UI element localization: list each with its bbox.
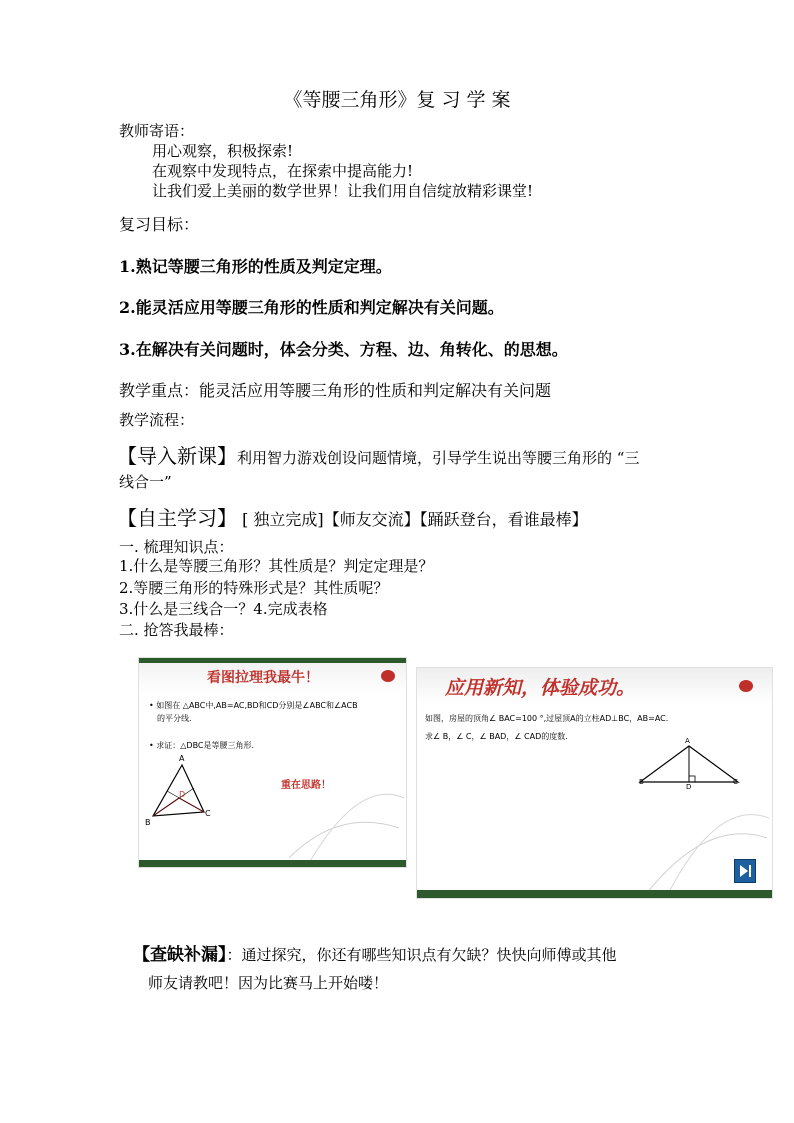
teacher-line-2: 在观察中发现特点，在探索中提高能力! [152, 162, 414, 180]
label-a: A [685, 737, 690, 745]
slide-2-line-1: 如图，房屋的顶角∠ BAC=100 °,过屋顶A的立柱AD⊥BC，AB=AC. [425, 714, 669, 723]
goal-1: 1.熟记等腰三角形的性质及判定定理。 [119, 257, 392, 276]
slide-2-title: 应用新知，体验成功。 [445, 677, 636, 699]
house-roof-figure [417, 668, 772, 898]
process-label: 教学流程： [119, 411, 195, 429]
document-title: 《等腰三角形》复 习 学 案 [283, 89, 511, 111]
teacher-label: 教师寄语： [119, 122, 195, 140]
slide-1-line-3: • 求证：△DBC是等腰三角形. [149, 741, 255, 750]
fill-gaps-text-2: 师友请教吧！因为比赛马上开始喽！ [148, 974, 389, 992]
self-study-line [117, 502, 588, 531]
label-c: C [205, 809, 211, 818]
label-c: C [733, 778, 738, 786]
fill-gaps-line [133, 940, 617, 965]
intro-line [117, 440, 639, 469]
goals-label: 复习目标： [119, 215, 200, 234]
intro-tag: 【导入新课】 [117, 444, 237, 468]
goal-2: 2.能灵活应用等腰三角形的性质和判定解决有关问题。 [119, 298, 504, 317]
outline-heading: 一. 梳理知识点： [119, 538, 234, 556]
slide-1 [138, 657, 407, 868]
label-b: B [639, 778, 644, 786]
slide-1-bottom-bar [139, 860, 406, 867]
slide-1-hint: 重在思路！ [281, 780, 331, 791]
outline-item-3: 3.什么是三线合一？4.完成表格 [119, 600, 328, 618]
outline-item-2: 2.等腰三角形的特殊形式是？其性质呢？ [119, 579, 389, 597]
play-next-icon [735, 860, 755, 882]
slide-1-line-2: 的平分线. [157, 714, 192, 723]
label-a: A [179, 754, 185, 763]
label-d: D [179, 790, 186, 799]
slide-2 [416, 667, 773, 899]
next-slide-button[interactable] [734, 859, 756, 883]
teacher-line-3: 让我们爱上美丽的数学世界！让我们用自信绽放精彩课堂! [152, 182, 534, 200]
intro-text-2: 线合一” [119, 473, 172, 491]
label-b: B [145, 818, 151, 827]
fill-gaps-tag: 【查缺补漏】 [133, 945, 227, 965]
slide-1-line-1: • 如图在 △ABC中,AB=AC,BD和CD分别是∠ABC和∠ACB [149, 701, 358, 710]
self-study-tag: 【自主学习】 [117, 506, 237, 530]
outline-item-1: 1.什么是等腰三角形？其性质是？判定定理是？ [119, 557, 434, 575]
slide-1-title: 看图拉理我最牛！ [207, 670, 319, 686]
label-d: D [686, 783, 692, 791]
goal-3: 3.在解决有关问题时，体会分类、方程、边、角转化、的思想。 [119, 340, 568, 359]
self-study-rest: [ 独立完成]【师友交流】【踊跃登台，看谁最棒】 [242, 510, 588, 529]
fill-gaps-text: ：通过探究，你还有哪些知识点有欠缺？快快向师傅或其他 [226, 946, 617, 964]
teacher-line-1: 用心观察，积极探索! [152, 142, 294, 160]
key-point: 教学重点：能灵活应用等腰三角形的性质和判定解决有关问题 [119, 381, 552, 400]
slide-2-bottom-bar [417, 890, 772, 898]
slide-2-line-2: 求∠ B，∠ C，∠ BAD，∠ CAD的度数. [425, 732, 568, 741]
outline-heading-2: 二. 抢答我最棒： [119, 621, 234, 639]
intro-text: 利用智力游戏创设问题情境，引导学生说出等腰三角形的 “三 [237, 449, 640, 467]
